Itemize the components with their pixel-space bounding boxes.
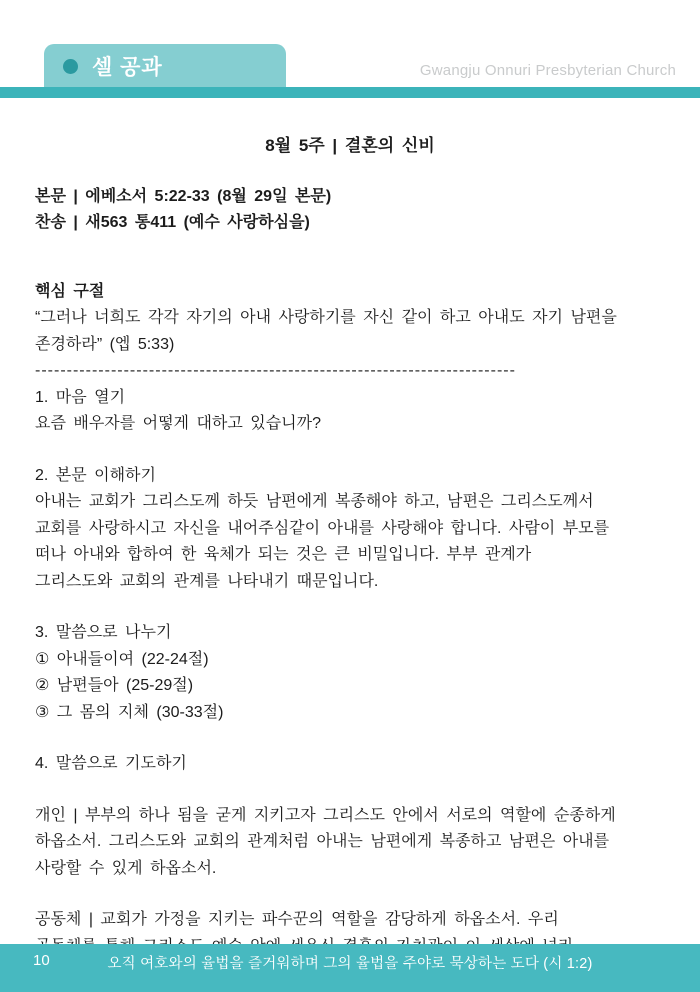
section-3-item-1: ① 아내들이여 (22-24절) (35, 650, 209, 668)
hymn-line: 찬송 | 새563 통411 (예수 사랑하심을) (35, 214, 310, 231)
key-verse-section (35, 279, 665, 359)
section-2-line-1: 아내는 교회가 그리스도께 하듯 남편에게 복종해야 하고, 남편은 그리스도께서 (35, 493, 594, 510)
section-2-line-3: 떠나 아내와 합하여 한 육체가 되는 것은 큰 비밀입니다. 부부 관계가 (35, 546, 532, 563)
bullet-dot-icon (63, 59, 78, 74)
personal-prayer-line-2: 하옵소서. 그리스도와 교회의 관계처럼 아내는 남편에게 복종하고 남편은 아내를 (35, 833, 610, 850)
section-3-heading: 3. 말씀으로 나누기 (35, 624, 172, 641)
section-2 (35, 463, 665, 596)
key-verse-line-1: “그러나 너희도 각각 자기의 아내 사랑하기를 자신 같이 하고 아내도 자기 남편을 (35, 309, 617, 326)
community-prayer-line-1: 공동체 | 교회가 가정을 지키는 파수꾼의 역할을 감당하게 하옵소서. 우리 (35, 911, 559, 928)
key-verse-line-2: 존경하라” (엡 5:33) (35, 335, 175, 353)
tab-label: 셀 공과 (92, 56, 163, 79)
header-divider-bar (0, 87, 700, 98)
dashed-divider: ---------------------------------------------------------------------------- (35, 362, 516, 379)
section-2-heading: 2. 본문 이해하기 (35, 466, 156, 484)
page-number: 10 (33, 952, 50, 969)
section-4-heading: 4. 말씀으로 기도하기 (35, 755, 187, 772)
page-title: 8월 5주 | 결혼의 신비 (265, 136, 435, 155)
footer-verse: 오직 여호와의 율법을 즐거워하며 그의 율법을 주야로 묵상하는 도다 (시 1:2) (107, 956, 593, 972)
section-3-item-3: ③ 그 몸의 지체 (30-33절) (35, 703, 224, 721)
section-1-heading: 1. 마음 열기 (35, 388, 126, 406)
section-1-line-1: 요즘 배우자를 어떻게 대하고 있습니까? (35, 415, 321, 432)
section-3 (35, 620, 665, 726)
page-footer (0, 944, 700, 992)
section-2-line-4: 그리스도와 교회의 관계를 나타내기 때문입니다. (35, 572, 379, 590)
section-1 (35, 385, 665, 438)
document-body (0, 98, 700, 987)
church-name: Gwangju Onnuri Presbyterian Church (419, 62, 676, 79)
scripture-line: 본문 | 에베소서 5:22-33 (8월 29일 본문) (35, 187, 332, 205)
personal-prayer-line-3: 사랑할 수 있게 하옵소서. (35, 859, 217, 877)
personal-prayer-paragraph (35, 803, 665, 883)
info-block (35, 184, 665, 237)
personal-prayer-line-1: 개인 | 부부의 하나 됨을 굳게 지키고자 그리스도 안에서 서로의 역할에 순종하게 (35, 806, 616, 824)
section-3-item-2: ② 남편들아 (25-29절) (35, 677, 194, 694)
section-2-line-2: 교회를 사랑하시고 자신을 내어주심같이 아내를 사랑해야 합니다. 사람이 부모를 (35, 519, 610, 537)
cell-curriculum-tab (44, 44, 286, 88)
key-verse-heading: 핵심 구절 (35, 282, 105, 300)
